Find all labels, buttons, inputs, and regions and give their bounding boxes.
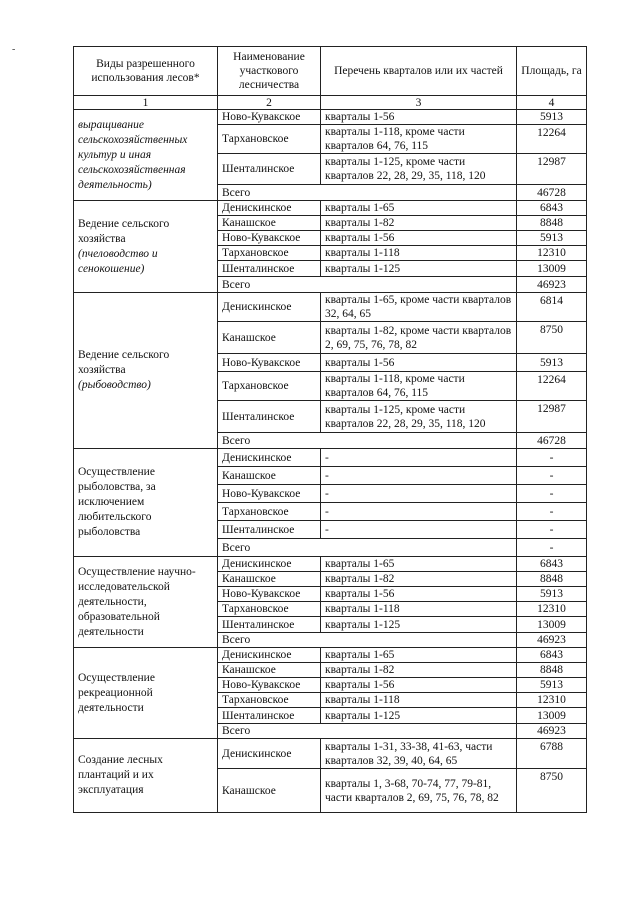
area-value: 8848 [517,663,587,678]
quarters-list: - [321,467,517,485]
area-value: 6843 [517,557,587,572]
forestry-name: Шенталинское [218,617,321,633]
forestry-name: Канашское [218,322,321,354]
use-type-note: (пчеловодство и сенокошение) [78,247,158,275]
header-quarters: Перечень кварталов или их частей [321,47,517,96]
quarters-list: кварталы 1-56 [321,354,517,372]
total-value: 46923 [517,633,587,648]
area-value: 5913 [517,354,587,372]
area-value: - [517,485,587,503]
quarters-list: кварталы 1-56 [321,231,517,246]
area-value: 6843 [517,201,587,216]
quarters-list: кварталы 1, 3-68, 70-74, 77, 79-81, части кварталов 2, 69, 75, 76, 78, 82 [321,769,517,813]
area-value: 8750 [517,322,587,354]
area-value: 8848 [517,216,587,231]
forestry-name: Канашское [218,216,321,231]
use-type-note: (рыбоводство) [78,379,151,391]
area-value: 6843 [517,648,587,663]
total-label: Всего [218,724,517,739]
forestry-name: Канашское [218,769,321,813]
column-number: 3 [321,96,517,110]
quarters-list: кварталы 1-118, кроме части кварталов 64, 76, 115 [321,372,517,401]
quarters-list: кварталы 1-65 [321,201,517,216]
area-value: 5913 [517,110,587,125]
quarters-list: кварталы 1-82 [321,216,517,231]
area-value: 13009 [517,617,587,633]
quarters-list: кварталы 1-118 [321,693,517,708]
total-label: Всего [218,433,517,449]
forestry-name: Ново-Кувакское [218,485,321,503]
area-value: 13009 [517,708,587,724]
header-use-type: Виды разрешенного использования лесов* [74,47,218,96]
use-type-label: Ведение сельского хозяйства [78,349,170,376]
quarters-list: - [321,503,517,521]
forestry-name: Канашское [218,467,321,485]
forestry-name: Шенталинское [218,708,321,724]
quarters-list: кварталы 1-65 [321,648,517,663]
area-value: 6788 [517,739,587,769]
forestry-name: Денискинское [218,449,321,467]
forestry-name: Тархановское [218,246,321,261]
use-type-cell [74,557,218,648]
quarters-list: кварталы 1-125 [321,708,517,724]
area-value: - [517,467,587,485]
quarters-list: кварталы 1-82 [321,663,517,678]
quarters-list: кварталы 1-56 [321,110,517,125]
total-value: 46923 [517,277,587,293]
use-type-label: Осуществление научно-исследовательской деятельности, образовательной деятельности [78,565,196,638]
column-number: 2 [218,96,321,110]
use-type-cell [74,648,218,739]
table-row [74,110,587,125]
quarters-list: - [321,485,517,503]
use-type-cell [74,739,218,813]
forestry-name: Денискинское [218,648,321,663]
table-row [74,648,587,663]
quarters-list: кварталы 1-56 [321,587,517,602]
column-number: 1 [74,96,218,110]
forestry-name: Тархановское [218,125,321,154]
forestry-name: Ново-Кувакское [218,587,321,602]
area-value: 12310 [517,246,587,261]
forestry-name: Тархановское [218,693,321,708]
forestry-name: Денискинское [218,293,321,322]
forestry-name: Ново-Кувакское [218,354,321,372]
column-number: 4 [517,96,587,110]
quarters-list: - [321,521,517,539]
area-value: 5913 [517,587,587,602]
quarters-list: кварталы 1-118 [321,246,517,261]
use-type-label: Осуществление рекреационной деятельности [78,671,155,714]
area-value: 12987 [517,401,587,433]
forest-use-table [73,46,587,813]
use-type-label: Ведение сельского хозяйства [78,217,170,245]
quarters-list: кварталы 1-56 [321,678,517,693]
area-value: 12310 [517,602,587,617]
area-value: 8848 [517,572,587,587]
forestry-name: Шенталинское [218,521,321,539]
total-value: - [517,539,587,557]
area-value: - [517,449,587,467]
forestry-name: Ново-Кувакское [218,231,321,246]
forestry-name: Тархановское [218,372,321,401]
quarters-list: кварталы 1-65, кроме части кварталов 32, 64, 65 [321,293,517,322]
use-type-cell [74,449,218,557]
area-value: 5913 [517,678,587,693]
quarters-list: кварталы 1-118 [321,602,517,617]
table-row [74,449,587,467]
quarters-list: - [321,449,517,467]
forestry-name: Денискинское [218,201,321,216]
forestry-name: Тархановское [218,602,321,617]
header-area: Площадь, га [517,47,587,96]
forestry-name: Шенталинское [218,261,321,277]
forestry-name: Канашское [218,572,321,587]
area-value: 12987 [517,154,587,185]
forestry-name: Канашское [218,663,321,678]
quarters-list: кварталы 1-125 [321,261,517,277]
area-value: 8750 [517,769,587,813]
header-forestry: Наименование участкового лесничества [218,47,321,96]
quarters-list: кварталы 1-125 [321,617,517,633]
quarters-list: кварталы 1-31, 33-38, 41-63, части кварталов 32, 39, 40, 64, 65 [321,739,517,769]
quarters-list: кварталы 1-82 [321,572,517,587]
total-label: Всего [218,277,517,293]
total-label: Всего [218,185,517,201]
table-row [74,201,587,216]
table-row [74,739,587,769]
use-type-cell [74,293,218,449]
area-value: - [517,521,587,539]
total-value: 46728 [517,433,587,449]
total-value: 46923 [517,724,587,739]
area-value: - [517,503,587,521]
forestry-name: Тархановское [218,503,321,521]
area-value: 12264 [517,372,587,401]
forestry-name: Денискинское [218,739,321,769]
area-value: 5913 [517,231,587,246]
quarters-list: кварталы 1-125, кроме части кварталов 22, 28, 29, 35, 118, 120 [321,401,517,433]
total-label: Всего [218,633,517,648]
total-value: 46728 [517,185,587,201]
use-type-note: выращивание сельскохозяйственных культур и иная сельскохозяйственная деятельность) [78,118,188,191]
use-type-cell [74,110,218,201]
area-value: 12310 [517,693,587,708]
quarters-list: кварталы 1-118, кроме части кварталов 64, 76, 115 [321,125,517,154]
forestry-name: Ново-Кувакское [218,678,321,693]
table-row [74,557,587,572]
quarters-list: кварталы 1-125, кроме части кварталов 22, 28, 29, 35, 118, 120 [321,154,517,185]
area-value: 6814 [517,293,587,322]
total-label: Всего [218,539,517,557]
quarters-list: кварталы 1-82, кроме части кварталов 2, 69, 75, 76, 78, 82 [321,322,517,354]
forestry-name: Ново-Кувакское [218,110,321,125]
area-value: 13009 [517,261,587,277]
forestry-name: Шенталинское [218,401,321,433]
use-type-cell [74,201,218,293]
corner-mark: - [12,44,16,55]
quarters-list: кварталы 1-65 [321,557,517,572]
forestry-name: Денискинское [218,557,321,572]
forestry-name: Шенталинское [218,154,321,185]
use-type-label: Осуществление рыболовства, за исключением любительского рыболовства [78,466,156,538]
area-value: 12264 [517,125,587,154]
use-type-label: Создание лесных плантаций и их эксплуатация [78,754,163,796]
table-row [74,293,587,322]
